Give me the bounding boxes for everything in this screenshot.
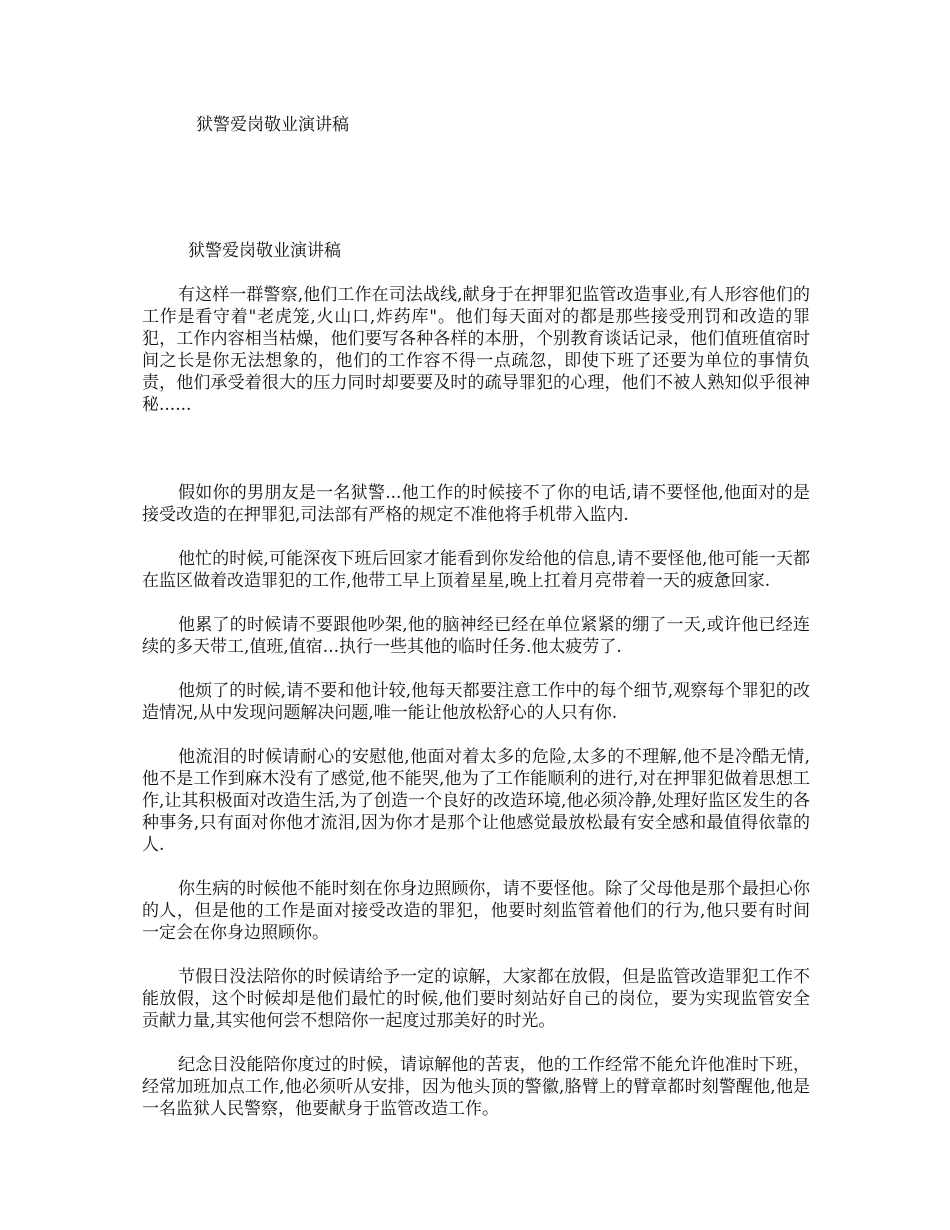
document-body xyxy=(142,240,810,1142)
paragraph-1: 假如你的男朋友是一名狱警...他工作的时候接不了你的电话,请不要怪他,他面对的是接受改造的在押罪犯,司法部有严格的规定不准他将手机带入监内. xyxy=(142,483,810,525)
paragraph-6: 你生病的时候他不能时刻在你身边照顾你，请不要怪他。除了父母他是那个最担心你的人，但是他的工作是面对接受改造的罪犯，他要时刻监管着他们的行为,他只要有时间一定会在你身边照顾你。 xyxy=(142,879,810,943)
document-title: 狱警爱岗敬业演讲稿 xyxy=(196,115,349,135)
document-subtitle: 狱警爱岗敬业演讲稿 xyxy=(188,241,341,261)
paragraph-7: 节假日没法陪你的时候请给予一定的谅解，大家都在放假，但是监管改造罪犯工作不能放假，这个时候却是他们最忙的时候,他们要时刻站好自己的岗位，要为实现监管安全贡献力量,其实他何尝不想陪你一起度过那美好的时光。 xyxy=(142,967,810,1031)
paragraph-4: 他烦了的时候,请不要和他计较,他每天都要注意工作中的每个细节,观察每个罪犯的改造情况,从中发现问题解决问题,唯一能让他放松舒心的人只有你. xyxy=(142,681,810,723)
paragraph-3: 他累了的时候请不要跟他吵架,他的脑神经已经在单位紧紧的绷了一天,或许他已经连续的多天带工,值班,值宿...执行一些其他的临时任务.他太疲劳了. xyxy=(142,615,810,657)
section-gap xyxy=(142,438,810,482)
paragraph-8: 纪念日没能陪你度过的时候，请谅解他的苦衷，他的工作经常不能允许他准时下班，经常加班加点工作,他必须听从安排，因为他头顶的警徽,胳臂上的臂章都时刻警醒他,他是一名监狱人民警察，他要献身于监管改造工作。 xyxy=(142,1055,810,1119)
paragraph-2: 他忙的时候,可能深夜下班后回家才能看到你发给他的信息,请不要怪他,他可能一天都在监区做着改造罪犯的工作,他带工早上顶着星星,晚上扛着月亮带着一天的疲惫回家. xyxy=(142,549,810,591)
paragraph-5: 他流泪的时候请耐心的安慰他,他面对着太多的危险,太多的不理解,他不是冷酷无情,他不是工作到麻木没有了感觉,他不能哭,他为了工作能顺利的进行,对在押罪犯做着思想工作,让其积极面对改造生活,为了创造一个良好的改造环境,他必须冷静,处理好监区发生的各种事务,只有面对你他才流泪,因为你才是那个让他感觉最放松最有安全感和最值得依靠的人. xyxy=(142,747,810,855)
intro-paragraph: 有这样一群警察,他们工作在司法战线,献身于在押罪犯监管改造事业,有人形容他们的工作是看守着"老虎笼,火山口,炸药库"。他们每天面对的都是那些接受刑罚和改造的罪犯，工作内容相当枯燥，他们要写各种各样的本册，个别教育谈话记录，他们值班值宿时间之长是你无法想象的，他们的工作容不得一点疏忽，即使下班了还要为单位的事情负责，他们承受着很大的压力同时却要要及时的疏导罪犯的心理，他们不被人熟知似乎很神秘...... xyxy=(142,285,810,415)
